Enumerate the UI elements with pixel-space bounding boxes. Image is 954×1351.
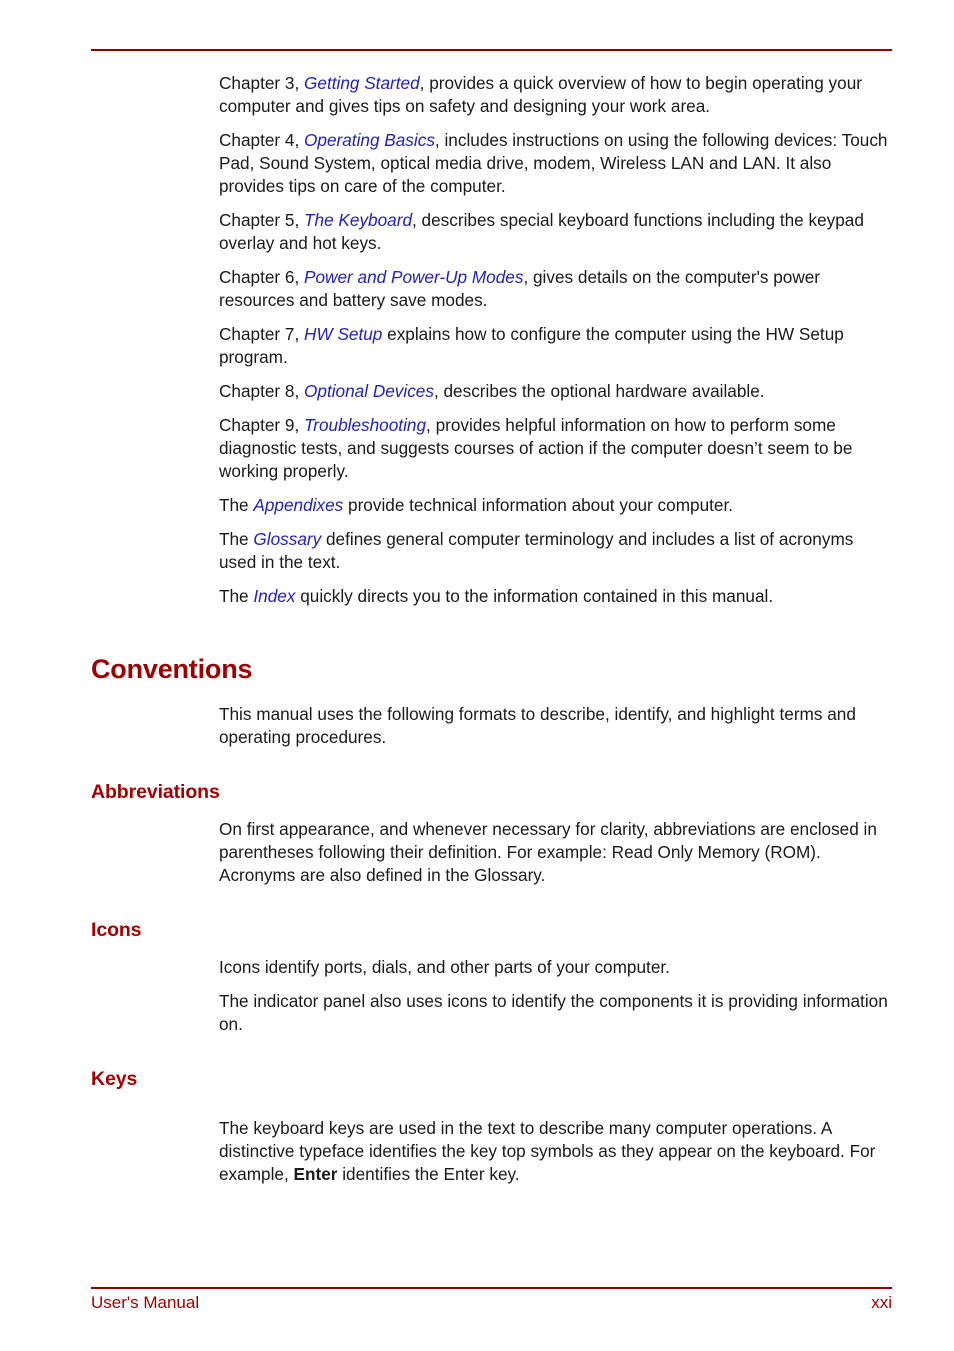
page-content [91, 72, 892, 1186]
chapter-summary-tail: , includes instructions on using the following devices: Touch Pad, Sound System, optical media drive, modem, Wireless LAN and LAN. It also provides tips on care of the computer. [219, 130, 888, 196]
footer-document-title: User's Manual [91, 1293, 200, 1312]
section-heading-conventions: Conventions [91, 654, 253, 684]
chapter-summary-tail: , gives details on the computer's power resources and battery save modes. [219, 267, 821, 310]
footer-rule [91, 1287, 892, 1289]
chapter-summary-paragraph [91, 323, 892, 369]
chapter-reference-link[interactable]: HW Setup [304, 324, 383, 344]
index-paragraph [91, 585, 892, 608]
keys-body-paragraph [91, 1117, 892, 1186]
chapter-reference-link[interactable]: Troubleshooting [304, 415, 427, 435]
chapter-summary-paragraph [91, 72, 892, 118]
glossary-lead: The [219, 529, 254, 549]
chapter-summary-paragraph [91, 266, 892, 312]
spacer [91, 898, 892, 918]
chapter-reference-link[interactable]: Optional Devices [304, 381, 434, 401]
chapter-summary-paragraph [91, 209, 892, 255]
index-lead: The [219, 586, 254, 606]
appendixes-lead: The [219, 495, 254, 515]
chapter-summary-lead: Chapter 6, [219, 267, 305, 287]
chapter-summary-lead: Chapter 8, [219, 381, 305, 401]
chapter-summary-paragraph [91, 380, 892, 403]
chapter-reference-link[interactable]: Operating Basics [304, 130, 435, 150]
index-tail: quickly directs you to the information contained in this manual. [295, 586, 774, 606]
spacer [91, 1091, 892, 1117]
chapter-summary-tail: explains how to configure the computer using the HW Setup program. [219, 324, 844, 367]
abbreviations-body-paragraph: On first appearance, and whenever necessary for clarity, abbreviations are enclosed in parentheses following their definition. For example: Read Only Memory (ROM). Acronyms are also defined in the Glossary. [219, 819, 877, 885]
keys-body-lead: The keyboard keys are used in the text to describe many computer operations. A distinctive typeface identifies the key top symbols as they appear on the keyboard. For example, [219, 1118, 876, 1184]
icons-body-line-2: The indicator panel also uses icons to identify the components it is providing information on. [219, 991, 888, 1034]
chapter-summary-lead: Chapter 4, [219, 130, 305, 150]
header-rule [91, 49, 892, 51]
subsection-heading-abbreviations: Abbreviations [91, 781, 220, 803]
chapter-reference-link[interactable]: Getting Started [304, 73, 420, 93]
spacer [91, 942, 892, 956]
spacer [91, 760, 892, 780]
glossary-tail: defines general computer terminology and includes a list of acronyms used in the text. [219, 529, 854, 572]
spacer [91, 804, 892, 818]
glossary-paragraph [91, 528, 892, 574]
chapter-summary-lead: Chapter 3, [219, 73, 305, 93]
subsection-heading-icons: Icons [91, 919, 142, 941]
chapter-summary-tail: , describes special keyboard functions including the keypad overlay and hot keys. [219, 210, 864, 253]
key-name-enter: Enter [293, 1164, 338, 1184]
chapter-summary-tail: , provides a quick overview of how to begin operating your computer and gives tips on safety and designing your work area. [219, 73, 862, 116]
spacer [91, 619, 892, 653]
conventions-intro-paragraph: This manual uses the following formats to describe, identify, and highlight terms and operating procedures. [219, 704, 856, 747]
spacer [91, 1047, 892, 1067]
chapter-summary-lead: Chapter 5, [219, 210, 305, 230]
chapter-summary-tail: , provides helpful information on how to perform some diagnostic tests, and suggests courses of action if the computer doesn’t seem to be working properly. [219, 415, 853, 481]
chapter-summary-tail: , describes the optional hardware available. [433, 381, 765, 401]
chapter-summary-paragraph [91, 129, 892, 198]
chapter-reference-link[interactable]: Power and Power-Up Modes [304, 267, 524, 287]
glossary-reference-link[interactable]: Glossary [253, 529, 322, 549]
spacer [91, 685, 892, 703]
footer-page-number: xxi [871, 1293, 892, 1312]
appendixes-tail: provide technical information about your computer. [343, 495, 734, 515]
keys-body-tail: identifies the Enter key. [337, 1164, 520, 1184]
index-reference-link[interactable]: Index [253, 586, 296, 606]
page-footer [91, 1292, 892, 1316]
appendixes-reference-link[interactable]: Appendixes [253, 495, 344, 515]
subsection-heading-keys: Keys [91, 1068, 138, 1090]
chapter-summary-paragraph [91, 414, 892, 483]
appendixes-paragraph [91, 494, 892, 517]
chapter-reference-link[interactable]: The Keyboard [304, 210, 412, 230]
chapter-summary-lead: Chapter 7, [219, 324, 305, 344]
chapter-summary-lead: Chapter 9, [219, 415, 305, 435]
icons-body-line-1: Icons identify ports, dials, and other parts of your computer. [219, 957, 670, 977]
